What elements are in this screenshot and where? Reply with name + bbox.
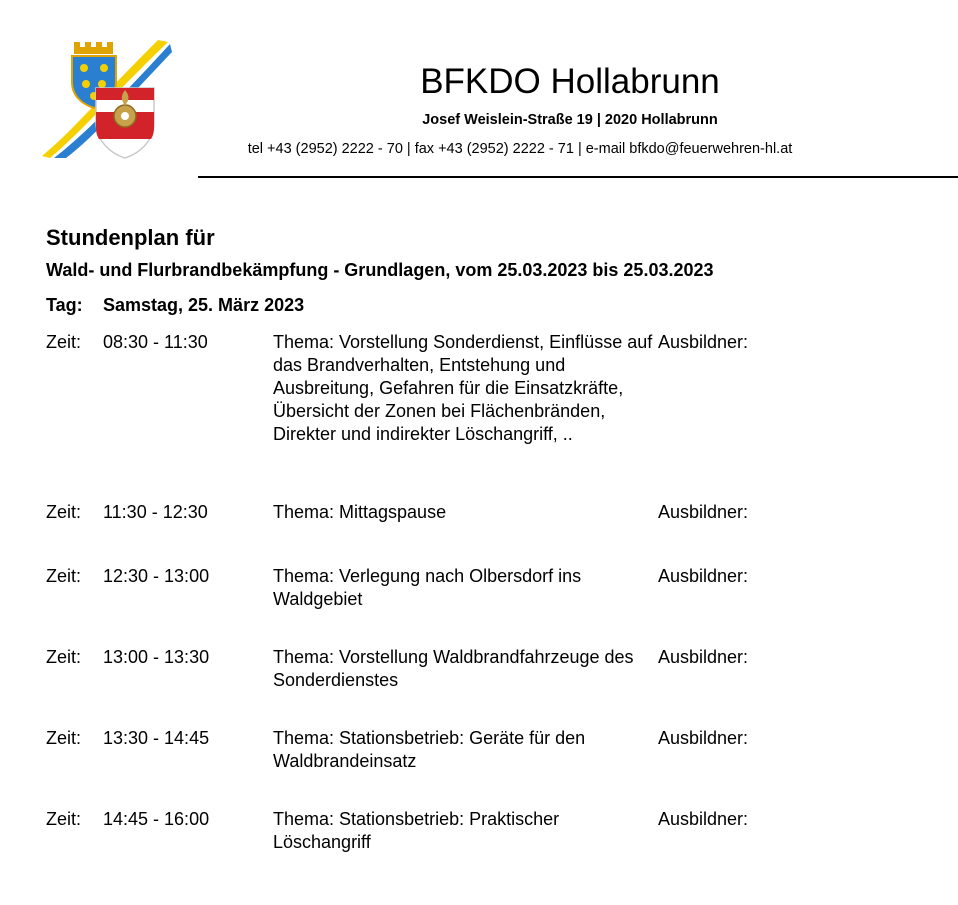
trainer-label: Ausbildner: — [658, 809, 749, 829]
time-label: Zeit: — [46, 566, 82, 586]
organization-contact: tel +43 (2952) 2222 - 70 | fax +43 (2952) 2222 - 71 | e-mail bfkdo@feuerwehren-hl.at — [247, 141, 793, 157]
trainer-label: Ausbildner: — [658, 502, 749, 522]
topic: Thema: Vorstellung Waldbrandfahrzeuge des Sonderdienstes — [273, 647, 634, 690]
day-label: Tag: — [46, 295, 83, 315]
course-title: Wald- und Flurbrandbekämpfung - Grundlagen, vom 25.03.2023 bis 25.03.2023 — [46, 260, 714, 280]
day-line — [46, 294, 304, 316]
time-label: Zeit: — [46, 332, 82, 352]
time-range: 13:30 - 14:45 — [103, 728, 210, 748]
time-range: 08:30 - 11:30 — [103, 332, 208, 352]
topic: Thema: Verlegung nach Olbersdorf ins Waldgebiet — [273, 566, 582, 609]
topic: Thema: Stationsbetrieb: Praktischer Löschangriff — [273, 809, 560, 852]
trainer-label: Ausbildner: — [658, 332, 749, 352]
trainer-label: Ausbildner: — [658, 728, 749, 748]
schedule-heading: Stundenplan für — [46, 225, 215, 250]
time-label: Zeit: — [46, 502, 82, 522]
topic: Thema: Vorstellung Sonderdienst, Einflüsse auf das Brandverhalten, Entstehung und Ausbreitung, Gefahren für die Einsatzkräfte, Übersicht der Zonen bei Flächenbränden, Direkter und indirekter Löschangriff, .. — [273, 332, 653, 444]
header-divider — [198, 176, 958, 178]
trainer-label: Ausbildner: — [658, 647, 749, 667]
day-value: Samstag, 25. März 2023 — [103, 295, 305, 315]
time-range: 12:30 - 13:00 — [103, 566, 210, 586]
organization-title: BFKDO Hollabrunn — [420, 62, 720, 101]
time-label: Zeit: — [46, 647, 82, 667]
time-label: Zeit: — [46, 809, 82, 829]
bfkdo-logo — [40, 38, 172, 162]
time-label: Zeit: — [46, 728, 82, 748]
organization-address: Josef Weislein-Straße 19 | 2020 Hollabrunn — [422, 112, 718, 128]
time-range: 11:30 - 12:30 — [103, 502, 208, 522]
topic: Thema: Stationsbetrieb: Geräte für den Waldbrandeinsatz — [273, 728, 586, 771]
trainer-label: Ausbildner: — [658, 566, 749, 586]
topic: Thema: Mittagspause — [273, 502, 447, 522]
time-range: 14:45 - 16:00 — [103, 809, 210, 829]
time-range: 13:00 - 13:30 — [103, 647, 210, 667]
fire-brigade-emblem-icon — [96, 88, 154, 158]
